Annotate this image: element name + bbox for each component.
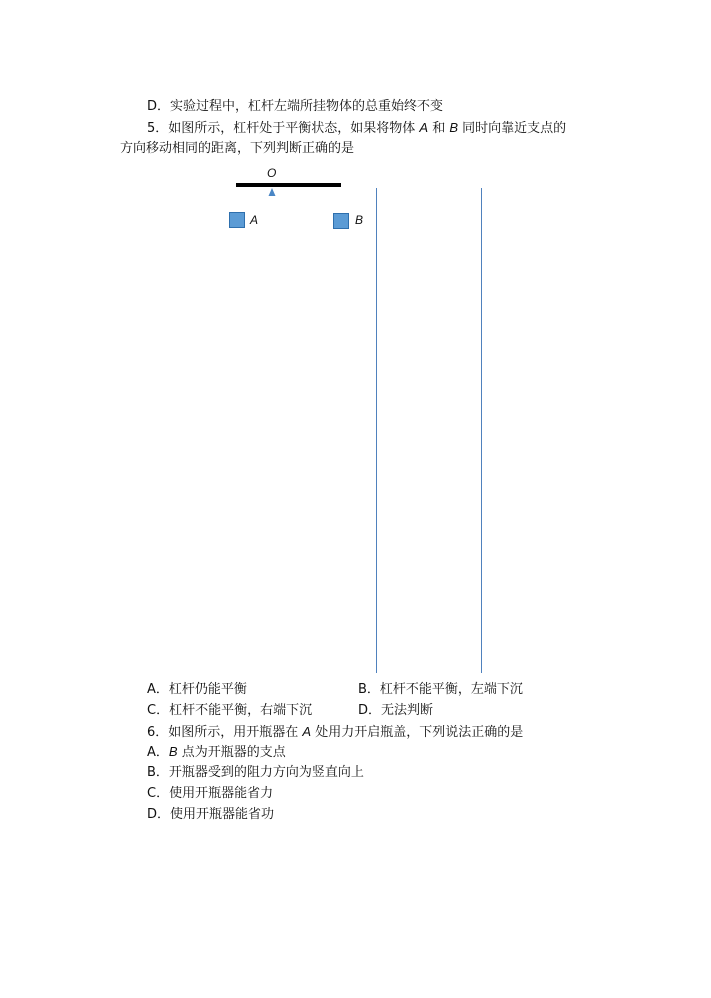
q6-option-d: D．使用开瓶器能省功 xyxy=(147,807,275,822)
q5-object-a-ref: A xyxy=(419,120,429,135)
q6-point-b-ref: B xyxy=(168,744,178,759)
q6-option-a-text: 点为开瓶器的支点 xyxy=(177,745,286,760)
block-a-label: A xyxy=(250,213,259,227)
fulcrum-label: O xyxy=(267,166,277,180)
q6-stem-text-1: 6．如图所示，用开瓶器在 xyxy=(147,725,303,740)
q4-option-d: D．实验过程中，杠杆左端所挂物体的总重始终不变 xyxy=(147,99,444,114)
q5-option-b: B．杠杆不能平衡，左端下沉 xyxy=(358,682,523,697)
q6-point-a-ref: A xyxy=(302,724,312,739)
lever-bar xyxy=(236,183,341,187)
q5-stem-text-1: 5．如图所示，杠杆处于平衡状态，如果将物体 xyxy=(147,121,420,136)
block-b-label: B xyxy=(355,213,364,227)
fulcrum-triangle xyxy=(269,188,276,196)
q6-stem xyxy=(147,724,523,741)
q6-option-c: C．使用开瓶器能省力 xyxy=(147,786,274,801)
block-b xyxy=(334,214,349,229)
q5-stem-text-2: 和 xyxy=(428,121,450,136)
q6-option-a-prefix: A． xyxy=(147,745,169,760)
block-a xyxy=(230,213,245,228)
q5-stem-text-3: 同时向靠近支点的 xyxy=(458,121,567,136)
q6-stem-text-2: 处用力开启瓶盖，下列说法正确的是 xyxy=(311,725,524,740)
q5-option-d: D．无法判断 xyxy=(358,703,434,718)
q6-option-a xyxy=(147,744,286,761)
q6-option-b: B．开瓶器受到的阻力方向为竖直向上 xyxy=(147,765,364,780)
q5-option-a: A．杠杆仍能平衡 xyxy=(147,682,247,697)
q5-object-b-ref: B xyxy=(449,120,459,135)
q5-stem-line-2: 方向移动相同的距离，下列判断正确的是 xyxy=(120,141,355,156)
q5-option-c: C．杠杆不能平衡，右端下沉 xyxy=(147,703,313,718)
